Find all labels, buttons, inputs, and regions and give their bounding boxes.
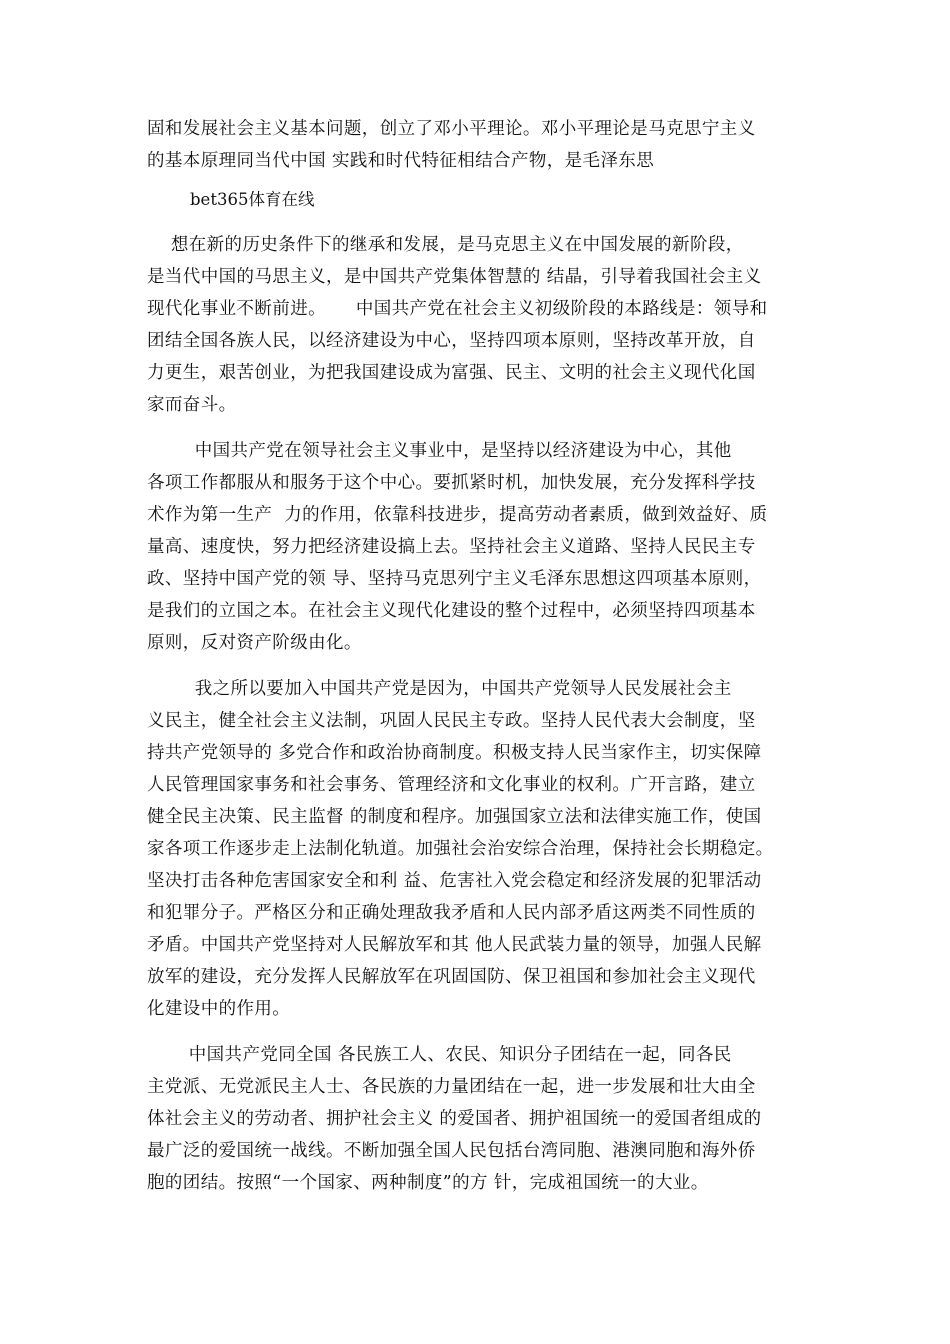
text-line: 想在新的历史条件下的继承和发展，是马克思主义在中国发展的新阶段， xyxy=(147,235,744,255)
text-line: 中国共产党同全国 各民族工人、农民、知识分子团结在一起，同各民 xyxy=(147,1045,732,1065)
text-line: 各项工作都服从和服务于这个中心。要抓紧时机，加快发展，充分发挥科学技 xyxy=(147,473,756,493)
text-line: 体社会主义的劳动者、拥护社会主义 的爱国者、拥护祖国统一的爱国者组成的 xyxy=(147,1109,762,1129)
text-line: 政、坚持中国产党的领 导、坚持马克思列宁主义毛泽东思想这四项基本原则， xyxy=(147,569,762,589)
bet365-link-text: bet365体育在线 xyxy=(190,190,315,209)
text-line: 主党派、无党派民主人士、各民族的力量团结在一起，进一步发展和壮大由全 xyxy=(147,1077,756,1097)
text-line: 现代化事业不断前进。 中国共产党在社会主义初级阶段的本路线是：领导和 xyxy=(147,299,768,319)
text-line: 坚决打击各种危害国家安全和利 益、危害社入党会稳定和经济发展的犯罪活动 xyxy=(147,871,762,891)
text-line: 力更生，艰苦创业，为把我国建设成为富强、民主、文明的社会主义现代化国 xyxy=(147,363,756,383)
text-line: 和犯罪分子。严格区分和正确处理敌我矛盾和人民内部矛盾这两类不同性质的 xyxy=(147,903,756,923)
text-line: 人民管理国家事务和社会事务、管理经济和文化事业的权利。广开言路，建立 xyxy=(147,775,756,795)
text-line: 量高、速度快，努力把经济建设搞上去。坚持社会主义道路、坚持人民民主专 xyxy=(147,537,756,557)
text-line: 是当代中国的马思主义，是中国共产党集体智慧的 结晶，引导着我国社会主义 xyxy=(147,267,762,287)
text-line: 团结全国各族人民，以经济建设为中心，坚持四项本原则，坚持改革开放，自 xyxy=(147,331,756,351)
text-line: 健全民主决策、民主监督 的制度和程序。加强国家立法和法律实施工作，使国 xyxy=(147,807,762,827)
text-line: 固和发展社会主义基本问题，创立了邓小平理论。邓小平理论是马克思宁主义 xyxy=(147,119,756,139)
text-line: 原则，反对资产阶级由化。 xyxy=(147,633,362,653)
text-line: 术作为第一生产 力的作用，依靠科技进步，提高劳动者素质，做到效益好、质 xyxy=(147,505,768,525)
text-line: 持共产党领导的 多党合作和政治协商制度。积极支持人民当家作主，切实保障 xyxy=(147,743,762,763)
text-line: 家而奋斗。 xyxy=(147,395,237,415)
text-line: 家各项工作逐步走上法制化轨道。加强社会治安综合治理，保持社会长期稳定。 xyxy=(147,839,774,859)
text-line: 最广泛的爱国统一战线。不断加强全国人民包括台湾同胞、港澳同胞和海外侨 xyxy=(147,1141,756,1161)
text-line: 化建设中的作用。 xyxy=(147,999,291,1019)
text-line: 放军的建设，充分发挥人民解放军在巩固国防、保卫祖国和参加社会主义现代 xyxy=(147,967,756,987)
text-line: 胞的团结。按照“一个国家、两种制度”的方 针，完成祖国统一的大业。 xyxy=(147,1173,709,1193)
text-line: 我之所以要加入中国共产党是因为，中国共产党领导人民发展社会主 xyxy=(147,679,732,699)
text-line: 中国共产党在领导社会主义事业中，是坚持以经济建设为中心，其他 xyxy=(147,441,732,461)
text-line: 义民主，健全社会主义法制，巩固人民民主专政。坚持人民代表大会制度，坚 xyxy=(147,711,756,731)
text-line: 的基本原理同当代中国 实践和时代特征相结合产物，是毛泽东思 xyxy=(147,151,655,171)
text-line: 是我们的立国之本。在社会主义现代化建设的整个过程中，必须坚持四项基本 xyxy=(147,601,756,621)
text-line: 矛盾。中国共产党坚持对人民解放军和其 他人民武装力量的领导，加强人民解 xyxy=(147,935,762,955)
